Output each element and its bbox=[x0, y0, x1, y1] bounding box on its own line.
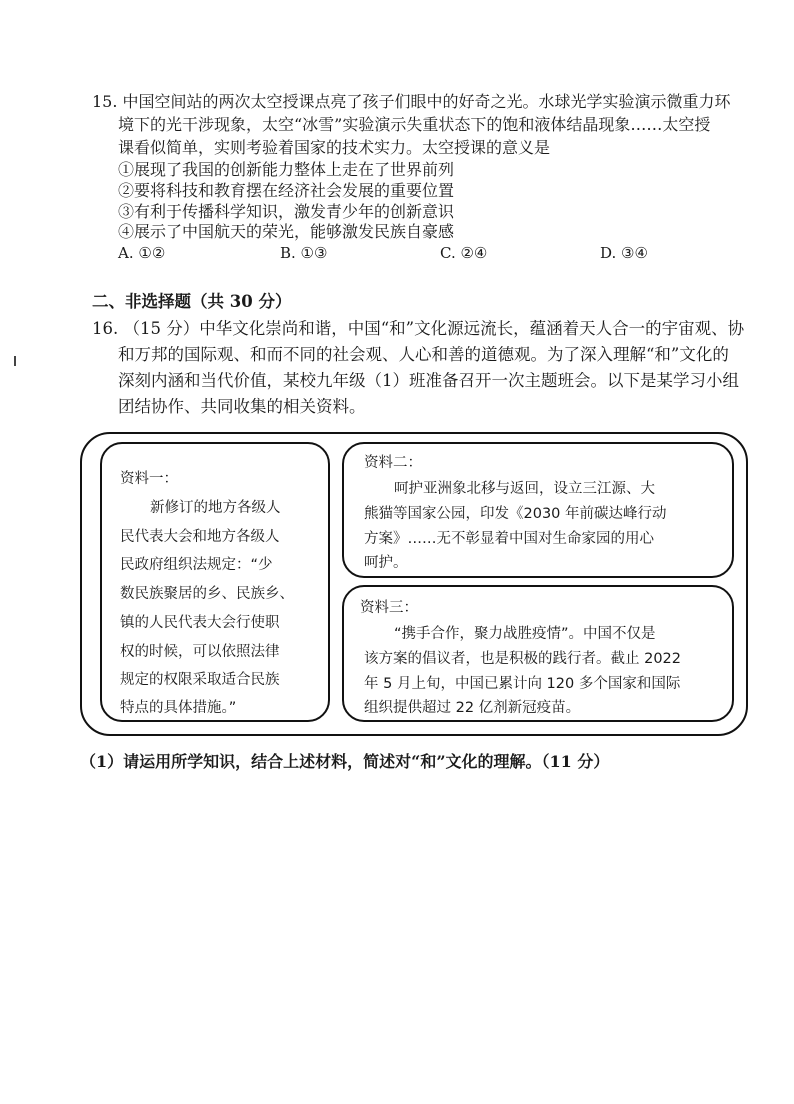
material-1-line-7: 规定的权限采取适合民族 bbox=[120, 672, 280, 688]
q16-line-1: 16. （15 分）中华文化崇尚和谐，中国“和”文化源远流长，蕴涵着天人合一的宇宙观、协 bbox=[92, 319, 745, 338]
q15-statement-3: ③有利于传播科学知识，激发青少年的创新意识 bbox=[118, 202, 455, 221]
material-1-line-4: 数民族聚居的乡、民族乡、 bbox=[120, 586, 294, 602]
material-1-line-2: 民代表大会和地方各级人 bbox=[120, 529, 280, 545]
q16-line-2: 和万邦的国际观、和而不同的社会观、人心和善的道德观。为了深入理解“和”文化的 bbox=[118, 345, 729, 364]
q15-line-2: 境下的光干涉现象，太空“冰雪”实验演示失重状态下的饱和液体结晶现象……太空授 bbox=[118, 115, 711, 134]
material-2-line-1: 呵护亚洲象北移与返回，设立三江源、大 bbox=[394, 481, 655, 497]
q15-statement-4: ④展示了中国航天的荣光，能够激发民族自豪感 bbox=[118, 222, 455, 241]
material-2-title: 资料二： bbox=[364, 455, 422, 471]
q15-option-a[interactable]: A. ①② bbox=[118, 244, 166, 262]
q15-statement-1: ①展现了我国的创新能力整体上走在了世界前列 bbox=[118, 160, 455, 179]
q15-option-c[interactable]: C. ②④ bbox=[440, 244, 488, 262]
q16-line-3: 深刻内涵和当代价值，某校九年级（1）班准备召开一次主题班会。以下是某学习小组 bbox=[118, 371, 739, 390]
material-3-line-4: 组织提供超过 22 亿剂新冠疫苗。 bbox=[364, 700, 581, 716]
material-3-line-1: “携手合作，聚力战胜疫情”。中国不仅是 bbox=[394, 626, 656, 642]
material-2-box bbox=[342, 442, 734, 578]
material-3-line-2: 该方案的倡议者，也是积极的践行者。截止 2022 bbox=[364, 651, 682, 667]
material-2-line-3: 方案》……无不彰显着中国对生命家园的用心 bbox=[364, 531, 654, 547]
q16-sub-question-1: （1）请运用所学知识，结合上述材料，简述对“和”文化的理解。（11 分） bbox=[80, 752, 610, 771]
material-1-line-1: 新修订的地方各级人 bbox=[150, 500, 281, 516]
q16-line-4: 团结协作、共同收集的相关资料。 bbox=[118, 397, 366, 416]
material-3-title: 资料三： bbox=[360, 600, 418, 616]
material-1-line-8: 特点的具体措施。” bbox=[120, 700, 237, 716]
material-1-line-3: 民政府组织法规定：“少 bbox=[120, 557, 273, 573]
material-1-line-6: 权的时候，可以依照法律 bbox=[120, 644, 280, 660]
q15-option-d[interactable]: D. ③④ bbox=[600, 244, 648, 262]
material-3-line-3: 年 5 月上旬，中国已累计向 120 多个国家和国际 bbox=[364, 676, 681, 692]
q15-line-1: 15. 中国空间站的两次太空授课点亮了孩子们眼中的好奇之光。水球光学实验演示微重力环 bbox=[92, 92, 731, 111]
margin-tick bbox=[14, 356, 16, 366]
material-1-line-5: 镇的人民代表大会行使职 bbox=[120, 615, 280, 631]
q15-option-b[interactable]: B. ①③ bbox=[280, 244, 328, 262]
material-1-box bbox=[100, 442, 330, 722]
q15-statement-2: ②要将科技和教育摆在经济社会发展的重要位置 bbox=[118, 181, 455, 200]
section-2-title: 二、非选择题（共 30 分） bbox=[92, 292, 292, 311]
q15-line-3: 课看似简单，实则考验着国家的技术实力。太空授课的意义是 bbox=[118, 138, 551, 157]
material-3-box bbox=[342, 585, 734, 722]
material-1-title: 资料一： bbox=[120, 471, 178, 487]
material-2-line-4: 呵护。 bbox=[364, 555, 408, 571]
material-2-line-2: 熊猫等国家公园，印发《2030 年前碳达峰行动 bbox=[364, 506, 667, 522]
